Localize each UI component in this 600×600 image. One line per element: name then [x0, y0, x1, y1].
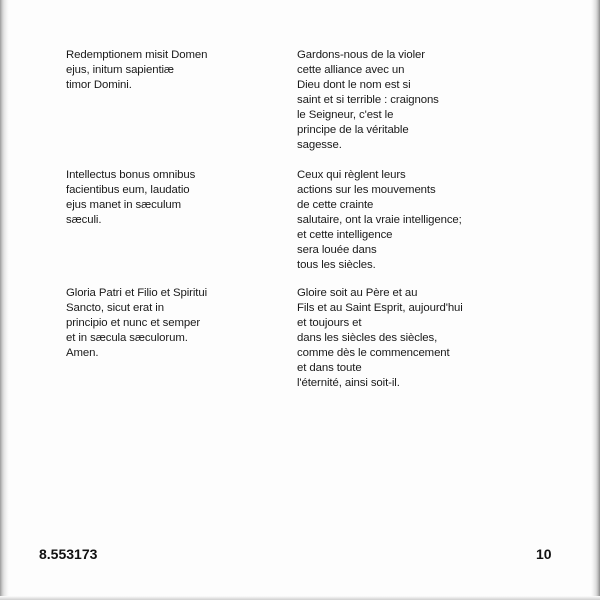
french-line: et toujours et — [297, 317, 362, 329]
latin-line: timor Domini. — [66, 79, 132, 91]
latin-line: ejus manet in sæculum — [66, 199, 182, 211]
french-line: tous les siècles. — [297, 259, 376, 271]
french-stanza-3 — [297, 286, 463, 391]
french-line: Gloire soit au Père et au — [297, 287, 418, 299]
latin-line: Sancto, sicut erat in — [66, 302, 164, 314]
french-line: cette alliance avec un — [297, 64, 405, 76]
latin-stanza-1 — [66, 48, 207, 93]
page-edge-bottom — [0, 596, 600, 600]
french-line: dans les siècles des siècles, — [297, 332, 438, 344]
latin-line: principio et nunc et semper — [66, 317, 201, 329]
french-line: sera louée dans — [297, 244, 377, 256]
page-edge-left — [0, 0, 9, 600]
french-line: saint et si terrible : craignons — [297, 94, 439, 106]
french-line: comme dès le commencement — [297, 347, 450, 359]
french-line: Gardons-nous de la violer — [297, 49, 425, 61]
latin-line: sæculi. — [66, 214, 102, 226]
latin-line: Amen. — [66, 347, 99, 359]
french-line: de cette crainte — [297, 199, 374, 211]
latin-line: Intellectus bonus omnibus — [66, 169, 196, 181]
page-number: 10 — [536, 546, 552, 562]
latin-line: ejus, initum sapientiæ — [66, 64, 174, 76]
latin-line: Gloria Patri et Filio et Spiritui — [66, 287, 208, 299]
latin-stanza-2 — [66, 168, 195, 228]
page-edge-right — [591, 0, 600, 600]
catalog-number: 8.553173 — [39, 546, 98, 562]
french-line: et cette intelligence — [297, 229, 393, 241]
latin-line: et in sæcula sæculorum. — [66, 332, 188, 344]
french-line: Ceux qui règlent leurs — [297, 169, 406, 181]
french-line: Fils et au Saint Esprit, aujourd'hui — [297, 302, 463, 314]
french-line: et dans toute — [297, 362, 362, 374]
latin-line: Redemptionem misit Domen — [66, 49, 208, 61]
french-line: sagesse. — [297, 139, 342, 151]
french-line: actions sur les mouvements — [297, 184, 436, 196]
french-stanza-1 — [297, 48, 439, 153]
french-line: le Seigneur, c'est le — [297, 109, 394, 121]
french-stanza-2 — [297, 168, 462, 273]
latin-line: facientibus eum, laudatio — [66, 184, 190, 196]
french-line: principe de la véritable — [297, 124, 409, 136]
latin-stanza-3 — [66, 286, 207, 361]
french-line: Dieu dont le nom est si — [297, 79, 411, 91]
french-line: l'éternité, ainsi soit-il. — [297, 377, 400, 389]
french-line: salutaire, ont la vraie intelligence; — [297, 214, 462, 226]
